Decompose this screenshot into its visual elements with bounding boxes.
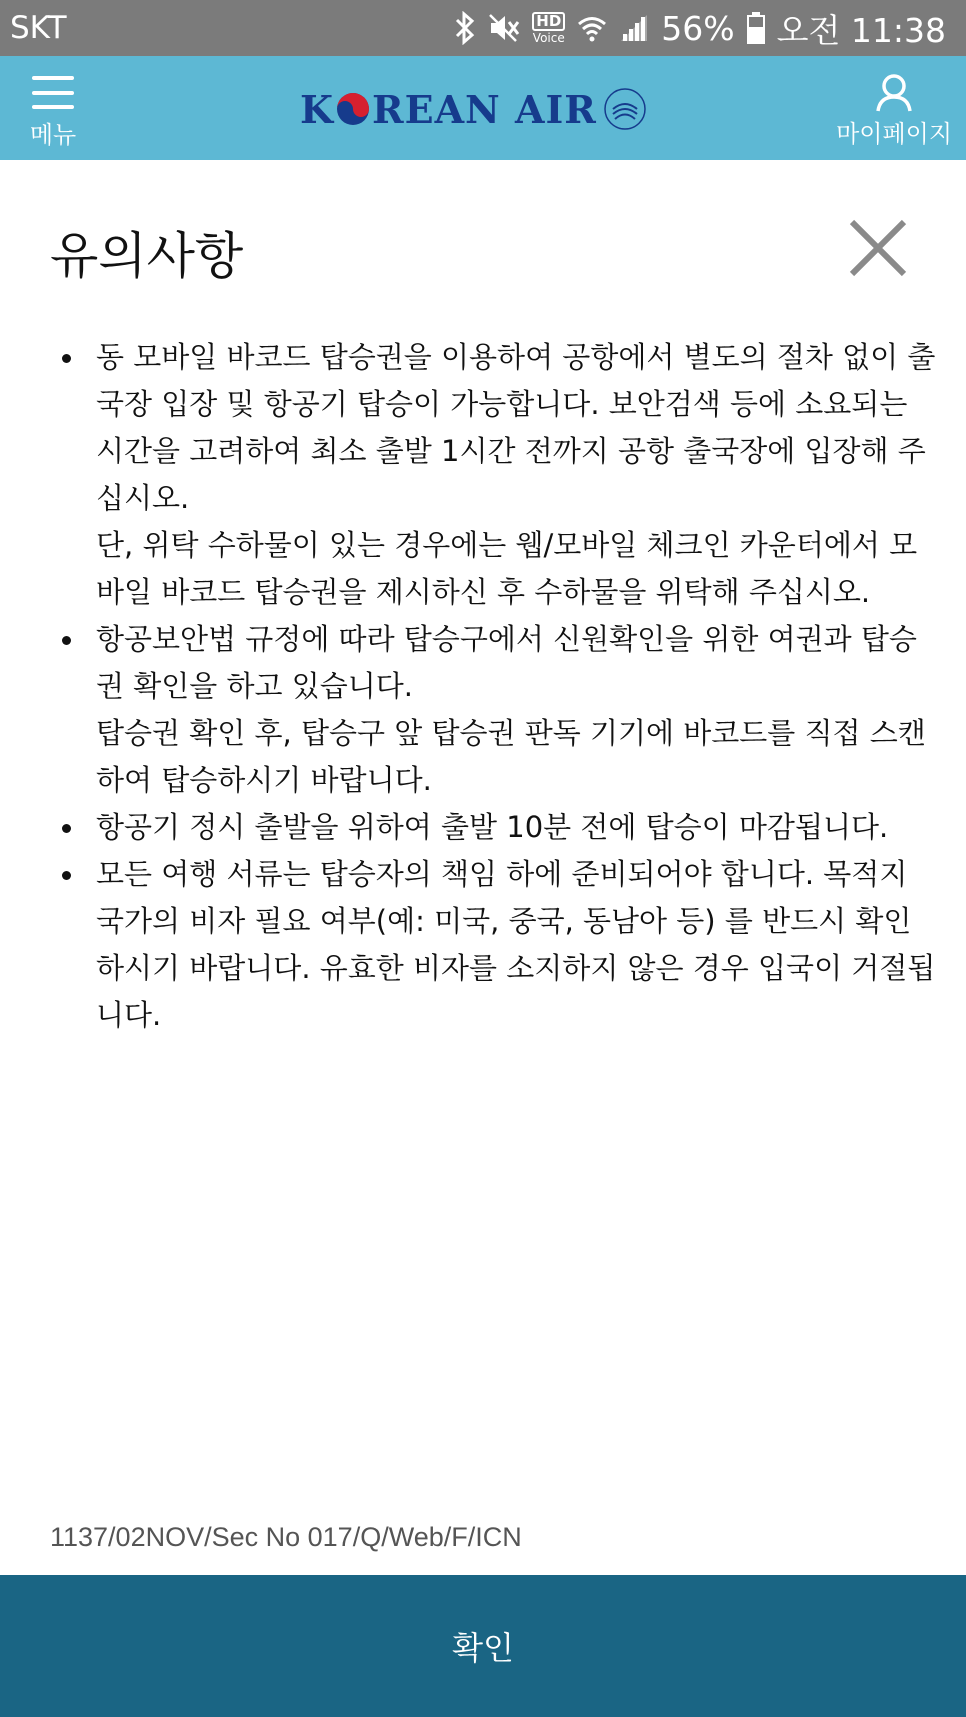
close-button[interactable]: [848, 218, 908, 278]
signal-icon: [619, 8, 649, 48]
status-bar: [0, 0, 966, 56]
notice-item: [56, 334, 936, 616]
bluetooth-icon: [454, 8, 476, 48]
page-title: 유의사항: [50, 227, 244, 285]
logo-text-right: REAN AIR: [372, 86, 597, 132]
battery-percent: 56%: [661, 8, 735, 48]
notice-text: 항공보안법 규정에 따라 탑승구에서 신원확인을 위한 여권과 탑승권 확인을 하고 있습니다.: [96, 622, 917, 703]
wifi-icon: [577, 8, 607, 48]
hamburger-icon: [32, 76, 74, 109]
notice-text: 동 모바일 바코드 탑승권을 이용하여 공항에서 별도의 절차 없이 출국장 입장 및 항공기 탑승이 가능합니다. 보안검색 등에 소요되는 시간을 고려하여 최소 출발 1시간 전까지 공항 출국장에 입장해 주십시오.: [96, 340, 936, 515]
skyteam-icon: [601, 85, 649, 133]
hd-label: HD: [532, 12, 565, 31]
notice-text: 모든 여행 서류는 탑승자의 책임 하에 준비되어야 합니다. 목적지 국가의 비자 필요 여부(예: 미국, 중국, 동남아 등) 를 반드시 확인하시기 바랍니다. 유효한 비자를 소지하지 않은 경우 입국이 거절됩니다.: [96, 857, 936, 1032]
notice-item: [56, 804, 936, 851]
confirm-button[interactable]: 확인: [0, 1575, 966, 1717]
notice-item: [56, 851, 936, 1039]
voice-label: Voice: [532, 31, 565, 45]
app-header: [0, 56, 966, 160]
notice-text: 탑승권 확인 후, 탑승구 앞 탑승권 판독 기기에 바코드를 직접 스캔하여 탑승하시기 바랍니다.: [96, 716, 926, 797]
notice-text: 단, 위탁 수하물이 있는 경우에는 웹/모바일 체크인 카운터에서 모바일 바코드 탑승권을 제시하신 후 수하물을 위탁해 주십시오.: [96, 528, 918, 609]
status-icons: [454, 5, 946, 52]
mypage-button[interactable]: [836, 72, 952, 149]
notice-list: [56, 334, 936, 1039]
korean-air-logo: [300, 84, 649, 134]
hd-voice-icon: [532, 8, 565, 48]
close-icon: [848, 218, 908, 278]
user-icon: [874, 72, 914, 112]
menu-button[interactable]: [18, 70, 88, 150]
carrier-name: SKT: [10, 10, 67, 46]
taeguk-icon: [336, 92, 370, 126]
notice-item: [56, 616, 936, 804]
notice-text: 항공기 정시 출발을 위하여 출발 10분 전에 탑승이 마감됩니다.: [96, 810, 889, 844]
logo-text-left: K: [300, 86, 335, 132]
logo-wordmark: [300, 87, 597, 132]
mute-icon: [488, 8, 520, 48]
reference-code: 1137/02NOV/Sec No 017/Q/Web/F/ICN: [50, 1522, 522, 1552]
menu-label: 메뉴: [29, 121, 77, 149]
battery-icon: [747, 8, 765, 48]
mypage-label: 마이페이지: [836, 120, 952, 148]
clock: 오전 11:38: [776, 10, 946, 50]
